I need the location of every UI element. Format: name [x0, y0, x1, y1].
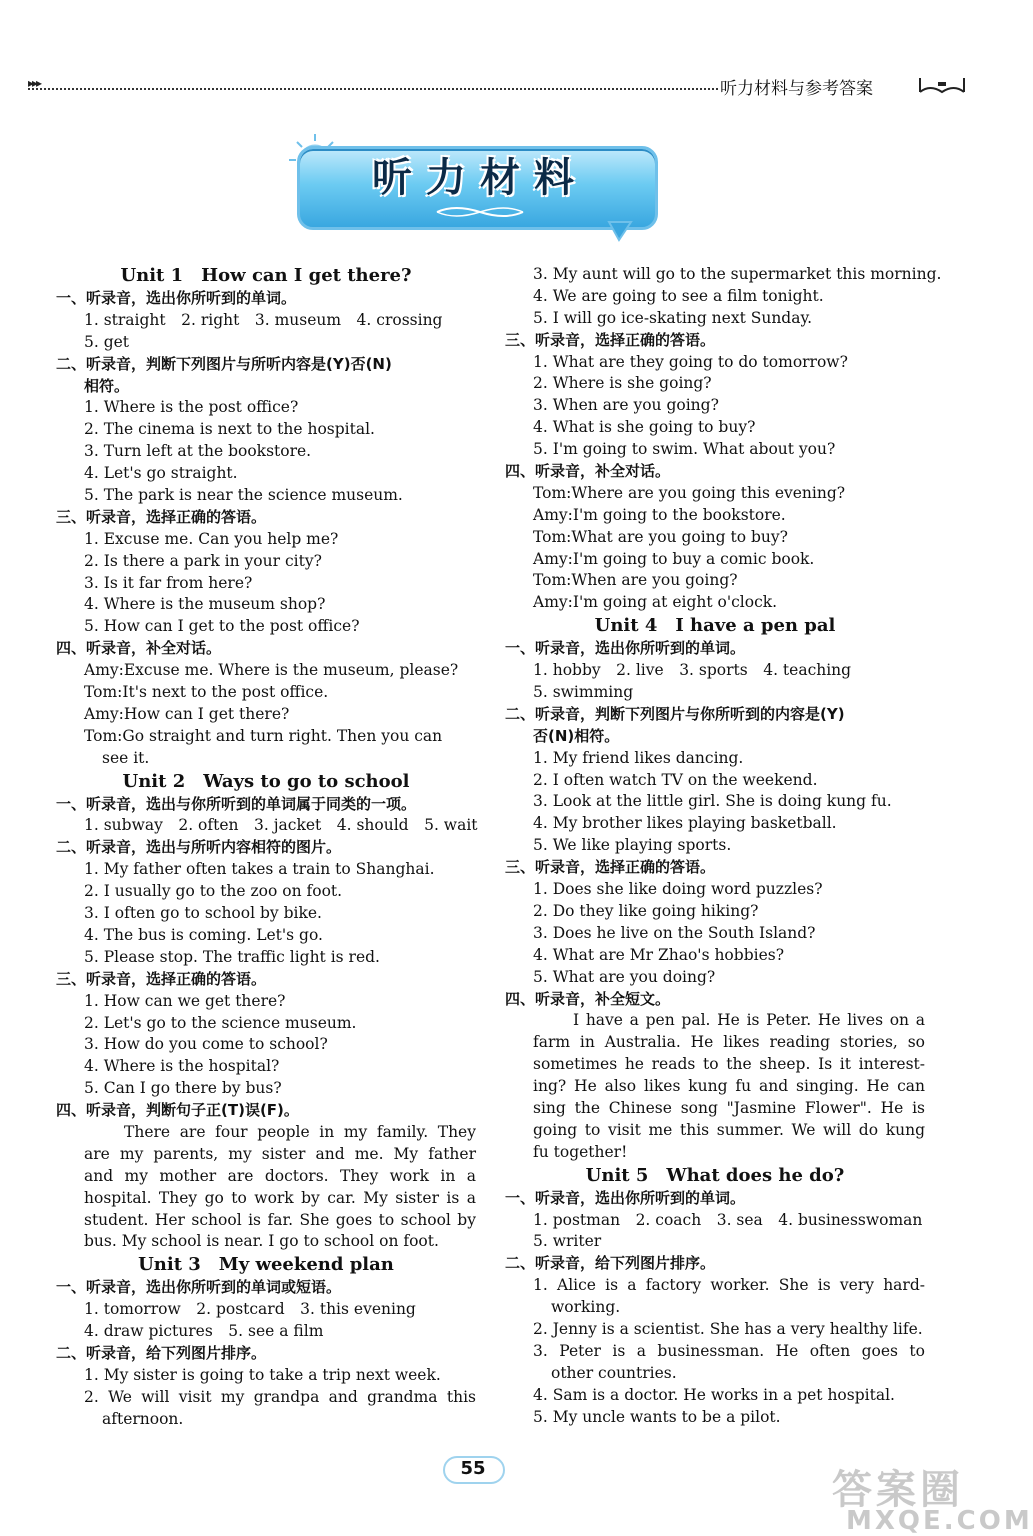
book-icon: [916, 72, 968, 96]
watermark: [832, 1458, 1033, 1536]
text-line: 1. subway 2. often 3. jacket 4. should 5. wait: [84, 816, 478, 835]
text-line: 1. What are they going to do tomorrow?: [533, 352, 848, 371]
section-banner: [285, 130, 675, 240]
section-heading: 二、听录音，给下列图片排序。: [56, 1343, 267, 1362]
text-line: 2. Do they like going hiking?: [533, 901, 759, 920]
text-line: bus. My school is near. I go to school on foot.: [84, 1232, 439, 1251]
text-line: 2. Jenny is a scientist. She has a very healthy life.: [533, 1319, 923, 1338]
text-line: 2. Where is she going?: [533, 374, 712, 393]
text-line: 4. Let's go straight.: [84, 464, 238, 483]
text-line: Amy:Excuse me. Where is the museum, please?: [84, 661, 459, 680]
text-line: see it.: [102, 748, 150, 767]
text-line: Tom:Go straight and turn right. Then you can: [84, 726, 443, 745]
text-line: 5. Please stop. The traffic light is red.: [84, 947, 380, 966]
text-line: 4. What is she going to buy?: [533, 418, 756, 437]
right-column: [505, 264, 942, 1428]
section-heading: 二、听录音，选出与所听内容相符的图片。: [56, 838, 342, 857]
section-heading: 四、听录音，补全短文。: [505, 989, 671, 1008]
header-dotted-rule: [28, 88, 718, 90]
section-heading: 四、听录音，补全对话。: [56, 639, 222, 658]
watermark-line1: 答案圈: [832, 1467, 964, 1513]
section-heading: 四、听录音，判断句子正(T)误(F)。: [56, 1101, 299, 1120]
text-line: 1. My sister is going to take a trip next week.: [84, 1365, 441, 1384]
text-line: 5. Can I go there by bus?: [84, 1079, 282, 1098]
text-line: 3. Is it far from here?: [84, 573, 253, 592]
text-line: 4. What are Mr Zhao's hobbies?: [533, 945, 785, 964]
text-line: 5. We like playing sports.: [533, 836, 732, 855]
text-line: 3. I often go to school by bike.: [84, 904, 322, 923]
unit-heading: Unit 5 What does he do?: [585, 1164, 845, 1186]
text-line: 1. hobby 2. live 3. sports 4. teaching: [533, 661, 852, 680]
section-heading: 一、听录音，选出你所听到的单词。: [505, 1188, 746, 1207]
text-line: 3. Does he live on the South Island?: [533, 923, 816, 942]
header-title: 听力材料与参考答案: [720, 79, 873, 99]
section-heading: 二、听录音，判断下列图片与你所听到的内容是(Y): [505, 704, 845, 723]
text-line: 5. I will go ice-skating next Sunday.: [533, 308, 813, 327]
section-heading: 三、听录音，选择正确的答语。: [505, 330, 716, 349]
text-line: and my mother are doctors. They work in a: [84, 1166, 476, 1185]
text-line: hospital. They go to work by car. My sister is a: [84, 1188, 476, 1207]
text-line: 3. How do you come to school?: [84, 1035, 328, 1054]
unit-heading: Unit 4 I have a pen pal: [594, 615, 836, 637]
unit-heading: Unit 3 My weekend plan: [138, 1254, 394, 1276]
text-line: 2. Is there a park in your city?: [84, 551, 322, 570]
text-line: 3. Peter is a businessman. He often goes to: [533, 1341, 925, 1360]
text-line: other countries.: [551, 1363, 677, 1382]
text-line: 3. When are you going?: [533, 396, 719, 415]
text-line: 4. My brother likes playing basketball.: [533, 814, 837, 833]
text-line: 1. How can we get there?: [84, 991, 286, 1010]
text-line: working.: [551, 1298, 621, 1317]
text-line: fu together!: [533, 1142, 628, 1161]
text-line: 5. The park is near the science museum.: [84, 486, 403, 505]
text-line: There are four people in my family. They: [124, 1122, 476, 1141]
text-line: 2. We will visit my grandpa and grandma this: [84, 1387, 476, 1406]
text-line: 5. swimming: [533, 683, 634, 702]
header-arrows-icon: ▸▸▸: [28, 76, 41, 90]
section-heading: 三、听录音，选择正确的答语。: [505, 858, 716, 877]
page-number-text: 55: [460, 1458, 486, 1479]
watermark-line2: MXQE.COM: [846, 1506, 1033, 1536]
text-line: 1. postman 2. coach 3. sea 4. businesswoman: [533, 1210, 923, 1229]
page-number: [445, 1456, 501, 1482]
section-heading: 否(N)相符。: [533, 726, 620, 745]
text-line: sometimes he reads to the sheep. Is it interest-: [533, 1055, 925, 1074]
text-line: ing? He also likes kung fu and singing. He can: [533, 1077, 925, 1096]
text-line: 3. Look at the little girl. She is doing kung fu.: [533, 792, 892, 811]
section-heading: 一、听录音，选出你所听到的单词。: [505, 639, 746, 658]
text-line: 2. Let's go to the science museum.: [84, 1013, 357, 1032]
text-line: 4. draw pictures 5. see a film: [84, 1322, 324, 1341]
left-column: [56, 264, 476, 1431]
text-line: Tom:When are you going?: [533, 571, 738, 590]
text-line: 5. How can I get to the post office?: [84, 617, 360, 636]
text-line: 1. Excuse me. Can you help me?: [84, 529, 339, 548]
section-heading: 一、听录音，选出与你所听到的单词属于同类的一项。: [56, 794, 417, 813]
text-line: 4. Where is the hospital?: [84, 1057, 280, 1076]
text-line: Amy:How can I get there?: [84, 704, 290, 723]
text-line: 5. I'm going to swim. What about you?: [533, 440, 836, 459]
text-line: 5. What are you doing?: [533, 967, 716, 986]
text-line: 1. My father often takes a train to Shanghai.: [84, 860, 435, 879]
text-line: 1. Where is the post office?: [84, 398, 299, 417]
unit-heading: Unit 1 How can I get there?: [120, 265, 412, 286]
banner-title: 听力材料: [372, 155, 588, 201]
text-line: Tom:Where are you going this evening?: [533, 483, 846, 502]
section-heading: 四、听录音，补全对话。: [505, 462, 671, 481]
text-line: 4. Sam is a doctor. He works in a pet hospital.: [533, 1385, 895, 1404]
text-line: 1. tomorrow 2. postcard 3. this evening: [84, 1300, 416, 1319]
text-line: are my parents, my sister and me. My father: [84, 1144, 476, 1163]
text-line: student. Her school is far. She goes to school by: [84, 1210, 476, 1229]
text-line: 4. Where is the museum shop?: [84, 595, 326, 614]
text-line: farm in Australia. He likes reading stories, so: [533, 1033, 925, 1052]
text-line: Amy:I'm going to buy a comic book.: [533, 549, 815, 568]
text-line: 5. My uncle wants to be a pilot.: [533, 1407, 781, 1426]
section-heading: 相符。: [84, 376, 130, 395]
text-line: Amy:I'm going to the bookstore.: [533, 505, 786, 524]
text-line: Tom:It's next to the post office.: [84, 683, 329, 702]
text-line: 1. Does she like doing word puzzles?: [533, 880, 823, 899]
section-heading: 三、听录音，选择正确的答语。: [56, 507, 267, 526]
section-heading: 二、听录音，给下列图片排序。: [505, 1254, 716, 1273]
text-line: going to visit me this summer. We will do kung: [533, 1120, 925, 1139]
text-line: 2. The cinema is next to the hospital.: [84, 420, 375, 439]
section-heading: 三、听录音，选择正确的答语。: [56, 969, 267, 988]
text-line: 1. straight 2. right 3. museum 4. crossing: [84, 310, 443, 329]
text-line: 3. My aunt will go to the supermarket this morning.: [533, 265, 942, 283]
section-heading: 一、听录音，选出你所听到的单词。: [56, 289, 297, 307]
page-header: [28, 70, 968, 100]
section-heading: 一、听录音，选出你所听到的单词或短语。: [56, 1278, 342, 1297]
section-heading: 二、听录音，判断下列图片与所听内容是(Y)否(N): [56, 354, 392, 373]
text-line: I have a pen pal. He is Peter. He lives on a: [573, 1011, 925, 1030]
text-line: 4. We are going to see a film tonight.: [533, 286, 824, 305]
text-line: sing the Chinese song "Jasmine Flower". He is: [533, 1098, 925, 1117]
text-line: 2. I often watch TV on the weekend.: [533, 770, 818, 789]
text-line: 1. Alice is a factory worker. She is very hard-: [533, 1276, 925, 1295]
text-line: 2. I usually go to the zoo on foot.: [84, 882, 343, 901]
banner-tail-icon: [607, 222, 637, 242]
text-line: 5. writer: [533, 1232, 602, 1251]
text-line: 1. My friend likes dancing.: [533, 748, 744, 767]
page-number-oval-icon: [443, 1456, 505, 1484]
text-line: Amy:I'm going at eight o'clock.: [533, 593, 778, 612]
text-line: afternoon.: [102, 1409, 184, 1428]
text-line: 5. get: [84, 332, 130, 351]
text-line: 3. Turn left at the bookstore.: [84, 442, 312, 461]
text-line: Tom:What are you going to buy?: [533, 527, 788, 546]
banner-ornament-icon: [435, 204, 525, 220]
unit-heading: Unit 2 Ways to go to school: [122, 770, 410, 792]
text-line: 4. The bus is coming. Let's go.: [84, 925, 323, 944]
